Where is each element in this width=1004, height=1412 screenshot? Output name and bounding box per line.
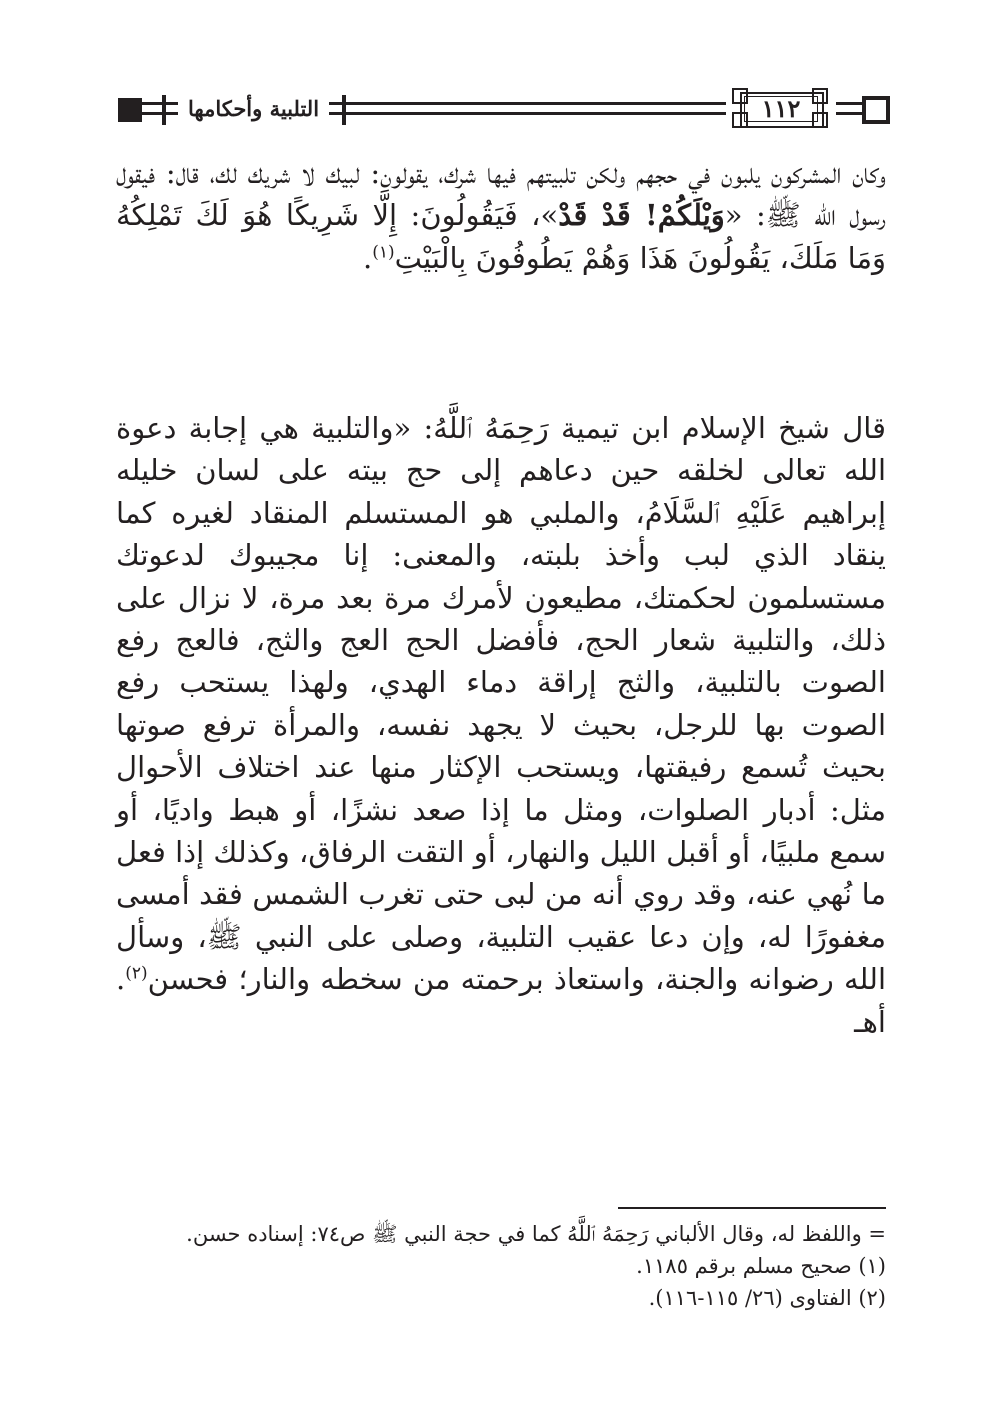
footnote-separator <box>618 1207 886 1209</box>
paragraph-2-text: قال شيخ الإسلام ابن تيمية رَحِمَهُ ٱللَّهُ: «والتلبية هي إجابة دعوة الله تعالى لخلقه حين دعاهم إلى حج بيته على لسان خليله إبراهيم عَلَيْهِ ٱلسَّلَامُ، والملبي هو المستسلم المنقاد لغيره كما ينقاد الذي لبب وأخذ بلبته، والمعنى: إنا مجيبوك لدعوتك مستسلمون لحكمتك، مطيعون لأمرك مرة بعد مرة، لا نزال على ذلك، والتلبية شعار الحج، فأفضل الحج العج والثج، فالعج رفع الصوت بالتلبية، والثج إراقة دماء الهدي، ولهذا يستحب رفع الصوت بها للرجل، بحيث لا يجهد نفسه، والمرأة ترفع صوتها بحيث تُسمع رفيقتها، ويستحب الإكثار منها عند اختلاف الأحوال مثل: أدبار الصلوات، ومثل ما إذا صعد نشزًا، أو هبط واديًا، أو سمع ملبيًا، أو أقبل الليل والنهار، أو التقت الرفاق، وكذلك إذا فعل ما نُهي عنه، وقد روي أنه من لبى حتى تغرب الشمس فقد أمسى مغفورًا له، وإن دعا عقيب التلبية، وصلى على النبي ﷺ، وسأل الله رضوانه والجنة، واستعاذ برحمته من سخطه والنار؛ فحسن <box>116 411 886 997</box>
paragraph-2-end: . أهـ <box>116 962 886 1039</box>
header-divider <box>162 95 166 125</box>
footnote-1: (١) صحيح مسلم برقم ١١٨٥. <box>636 1254 886 1278</box>
footnote-ref-1[interactable]: (١) <box>372 242 395 263</box>
footnote-continuation: = واللفظ له، وقال الألباني رَحِمَهُ ٱللَّهُ كما في حجة النبي ﷺ ص٧٤: إسناده حسن. <box>186 1222 886 1246</box>
page-header <box>118 88 890 132</box>
page-number-frame <box>726 88 836 128</box>
header-ornament-right <box>862 96 890 124</box>
running-title: التلبية وأحكامها <box>178 90 329 128</box>
footnotes <box>116 1218 886 1314</box>
header-ornament-left <box>118 98 142 122</box>
paragraph-1 <box>116 152 886 279</box>
paragraph-1-text: وكان المشركون يلبون في حجهم ولكن تلبيتهم فيها شرك، يقولون: لبيك لا شريك لك، قال: فيقول رسول الله ﷺ: « <box>116 156 886 233</box>
paragraph-1-end: . <box>363 240 373 275</box>
header-divider <box>342 95 346 125</box>
paragraph-2 <box>116 407 886 1043</box>
page-number: ١١٢ <box>761 94 801 123</box>
paragraph-1-text-cont: »، فَيَقُولُونَ: إِلَّا شَرِيكًا هُوَ لَكَ تَمْلِكُهُ وَمَا مَلَكَ، يَقُولُونَ هَذَا وَهُمْ يَطُوفُونَ بِالْبَيْتِ <box>116 198 886 275</box>
footnote-ref-2[interactable]: (٢) <box>125 963 148 984</box>
footnote-2: (٢) الفتاوى (٢٦/ ١١٥-١١٦). <box>648 1286 886 1310</box>
hadith-quote-bold: وَيْلَكُمْ! قَدْ قَدْ <box>558 198 725 233</box>
